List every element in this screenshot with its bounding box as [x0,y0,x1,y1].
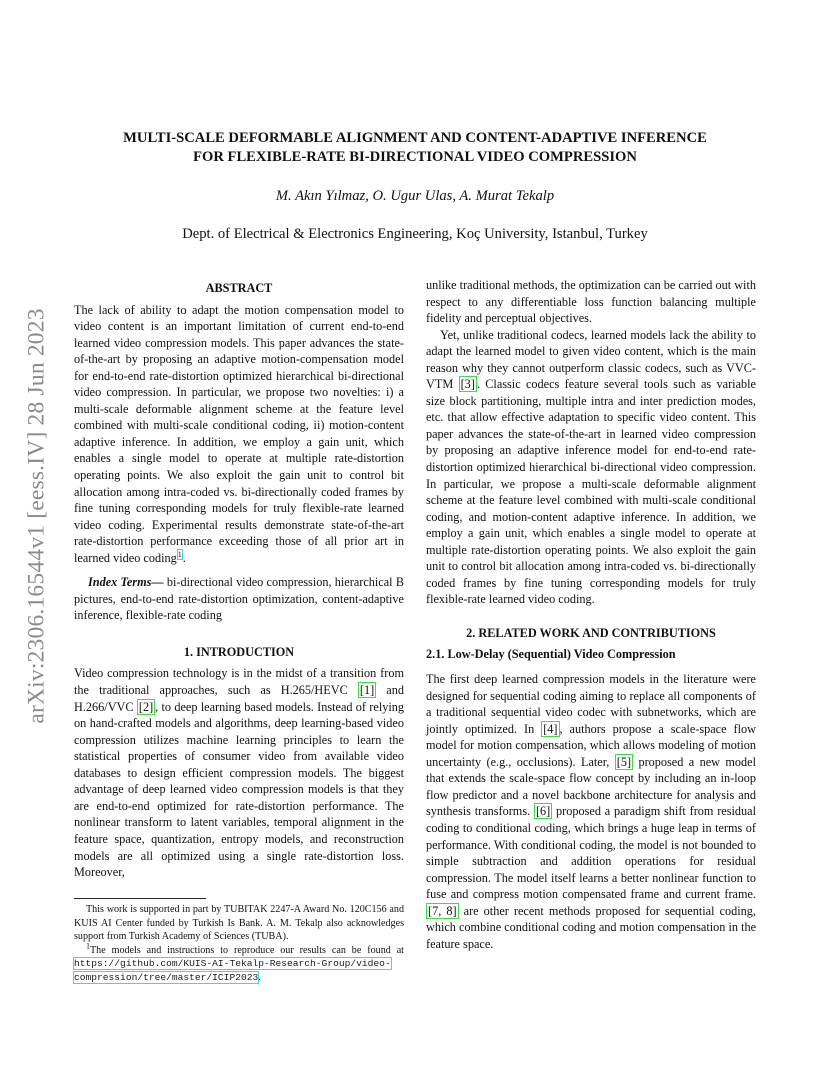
index-terms [74,574,404,624]
citation-7-8[interactable]: [7, 8] [428,903,457,918]
abstract-body: The lack of ability to adapt the motion compensation model to video content is an important limitation of current end-to-end learned video compression models. This paper advances the state-of-the-art by proposing an adaptive motion-compensation model for end-to-end rate-distortion optimized hierarchical bi-directional video compression. In particular, we propose two novelties: i) a multi-scale deformable alignment scheme at the feature level combined with multi-scale conditional coding, ii) motion-content adaptive inference. In addition, we employ a gain unit, which enables a single model to operate at multiple rate-distortion operating points. We also exploit the gain unit to control bit allocation among intra-coded vs. bi-directionally coded frames by fine tuning corresponding models for truly flexible-rate learned video coding. Experimental results demonstrate state-of-the-art rate-distortion performance exceeding those of all prior art in learned video coding [74,302,404,565]
footnote-1-end: . [258,971,261,983]
citation-6[interactable]: [6] [535,804,551,819]
index-terms-label: Index Terms— [88,575,164,590]
citation-2[interactable]: [2] [138,699,154,714]
footnote-1-mark: 1 [86,941,90,951]
intro2-text-2: . Classic codecs feature several tools such as variable size block partitioning, multiple intra and inter prediction modes, etc. that allow effective adaptation to specific video content. This paper advances the state-of-the-art in learned video compression by proposing an adaptive inference model for end-to-end rate-distortion optimized hierarchical bi-directional video compression. In particular, we propose a multi-scale deformable alignment scheme at the feature level combined with multi-scale conditional coding, and motion-content adaptive inference. In addition, we employ a gain unit, which enables a single model to operate at multiple rate-distortion operating points. We also exploit the gain unit to control bit allocation among intra-coded vs. bi-directionally coded frames by fine tuning corresponding models for truly flexible-rate learned video coding. [426,377,756,607]
citation-1[interactable]: [1] [359,683,375,698]
title-line-1: MULTI-SCALE DEFORMABLE ALIGNMENT AND CONTENT-ADAPTIVE INFERENCE [123,130,707,146]
github-link[interactable]: https://github.com/KUIS-AI-Tekalp-Research-Group/video-compression/tree/master/ICIP2023 [74,958,391,983]
intro-continued: unlike traditional methods, the optimization can be carried out with respect to any differentiable loss function balancing multiple fidelity and perceptual objectives. [426,278,756,326]
related-work-paragraph [426,671,756,952]
rw-text-4: proposed a paradigm shift from residual coding to conditional coding, which brings a huge leap in terms of performance. With conditional coding, the model is not bounded to simple subtraction and addition operations for residual compression. The model itself learns a better nonlinear function to fuse and compress motion compensated frame and current frame. [426,804,756,902]
authors: M. Akın Yılmaz, O. Ugur Ulas, A. Murat Tekalp [275,188,555,204]
rw-text-2: , authors propose a scale-space flow model for motion compensation, which allows modeling of motion uncertainty (e.g., occlusions). Later, [426,721,756,769]
abstract-end: . [182,550,186,565]
arxiv-id-text: arXiv:2306.16544v1 [eess.IV] 28 Jun 2023 [23,308,50,724]
rw-text-1: The first deep learned compression models in the literature were designed for sequential coding aiming to replace all components of a traditional sequential video codec with subnetworks, which are jointly optimized. In [426,672,756,736]
index-terms-text: bi-directional video compression, hierarchical B pictures, end-to-end rate-distortion optimization, content-adaptive inference, flexible-rate coding [74,575,404,623]
citation-4[interactable]: [4] [543,721,558,736]
intro2-text-1: Yet, unlike traditional codecs, learned models lack the ability to adapt the learned model to given video content, which is the main reason why they cannot outperform classic codecs, such as VVC-VTM [426,327,756,392]
citation-3[interactable]: [3] [460,377,475,392]
intro-paragraph-2 [426,327,756,608]
intro-text-1: Video compression technology is in the midst of a transition from the traditional approaches, such as H.265/HEVC [74,666,404,698]
intro-heading: 1. INTRODUCTION [183,644,295,659]
footnote-1 [74,941,404,985]
subsection-2-1-heading: 2.1. Low-Delay (Sequential) Video Compression [426,647,676,662]
paper-title [74,129,756,167]
citation-5[interactable]: [5] [616,754,632,769]
funding-footnote: This work is supported in part by TUBITAK 2247-A Award No. 120C156 and KUIS AI Center funded by Turkish Is Bank. A. M. Tekalp also acknowledges support from Turkish Academy of Sciences (TUBA). [74,904,404,943]
abstract-heading: ABSTRACT [205,281,273,295]
abstract-text [74,302,404,567]
intro-text-3: , to deep learning based models. Instead of relying on hand-crafted models and algorithms, deep learning-based video compression utilizes machine learning principles to learn the statistical properties of consumer video from available video databases to design efficient compression models. The biggest advantage of deep learned video compression models is that they are end-to-end optimized for rate-distortion performance. The nonlinear transform to latent variables, temporal alignment in the feature space, quantization, entropy models, and reconstruction models are all optimized using a single rate-distortion loss. Moreover, [74,699,404,880]
intro-paragraph [74,665,404,880]
footnote-link-1[interactable]: 1 [177,549,182,559]
affiliation: Dept. of Electrical & Electronics Engineering, Koç University, Istanbul, Turkey [182,226,648,242]
intro-text-2: and H.266/VVC [74,683,404,714]
right-column [426,277,756,952]
footnote-1-text: The models and instructions to reproduce our results can be found at [90,944,404,956]
left-column [74,280,404,881]
arxiv-watermark [24,290,50,742]
rw-text-3: proposed a new model that extends the scale-space flow concept by including an in-loop flow predictor and a novel backbone architecture for analysis and synthesis transforms. [426,754,756,819]
footnotes [74,903,404,985]
section-2-heading: 2. RELATED WORK AND CONTRIBUTIONS [466,625,716,640]
footnote-divider [74,898,206,899]
title-line-2: FOR FLEXIBLE-RATE BI-DIRECTIONAL VIDEO COMPRESSION [193,149,637,165]
rw-text-5: are other recent methods proposed for sequential coding, which combine conditional coding and motion compensation in the feature space. [426,903,757,951]
